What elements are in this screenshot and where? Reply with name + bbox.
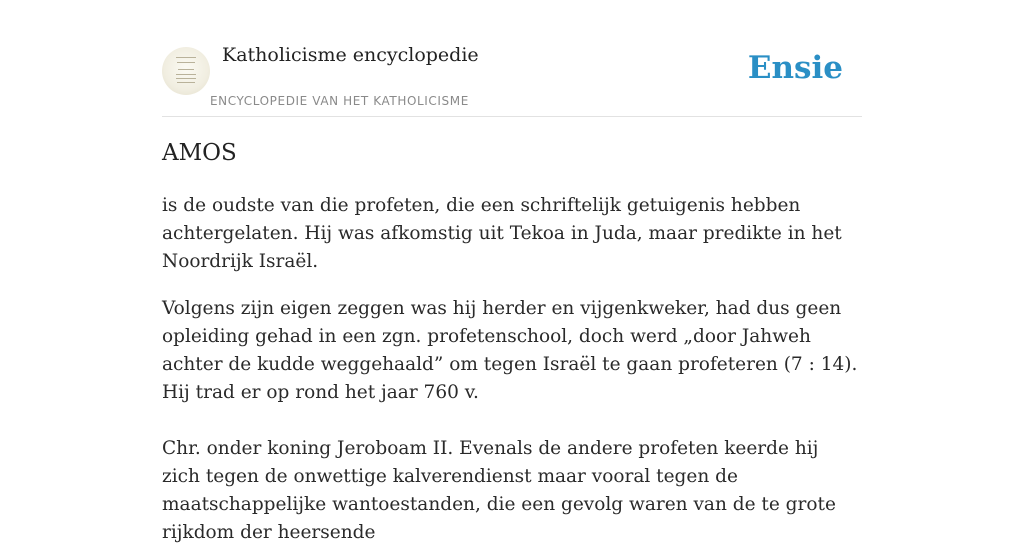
book-cover-icon[interactable] <box>162 47 210 95</box>
entry-paragraph: is de oudste van die profeten, die een schriftelijk getuigenis hebben achtergelaten. Hij was afkomstig uit Tekoa in Juda, maar predikte in het Noordrijk Israël. <box>162 195 842 272</box>
site-header <box>162 0 862 117</box>
entry-title: AMOS <box>162 140 237 166</box>
site-title[interactable]: Katholicisme encyclopedie <box>222 44 479 66</box>
site-subtitle: ENCYCLOPEDIE VAN HET KATHOLICISME <box>210 94 469 108</box>
ensie-logo-link[interactable]: Ensie <box>747 50 843 86</box>
page-container <box>162 0 862 543</box>
entry-paragraph: Chr. onder koning Jeroboam II. Evenals de andere profeten keerde hij zich tegen de onwettige kalverendienst maar vooral tegen de maatschappelijke wantoestanden, die een gevolg waren van de te grote rijkdom der heersende <box>162 438 836 543</box>
entry-paragraph: Volgens zijn eigen zeggen was hij herder en vijgenkweker, had dus geen opleiding gehad in een zgn. profetenschool, doch werd „door Jahweh achter de kudde weggehaald” om tegen Israël te gaan profeteren (7 : 14). Hij trad er op rond het jaar 760 v. <box>162 298 858 403</box>
